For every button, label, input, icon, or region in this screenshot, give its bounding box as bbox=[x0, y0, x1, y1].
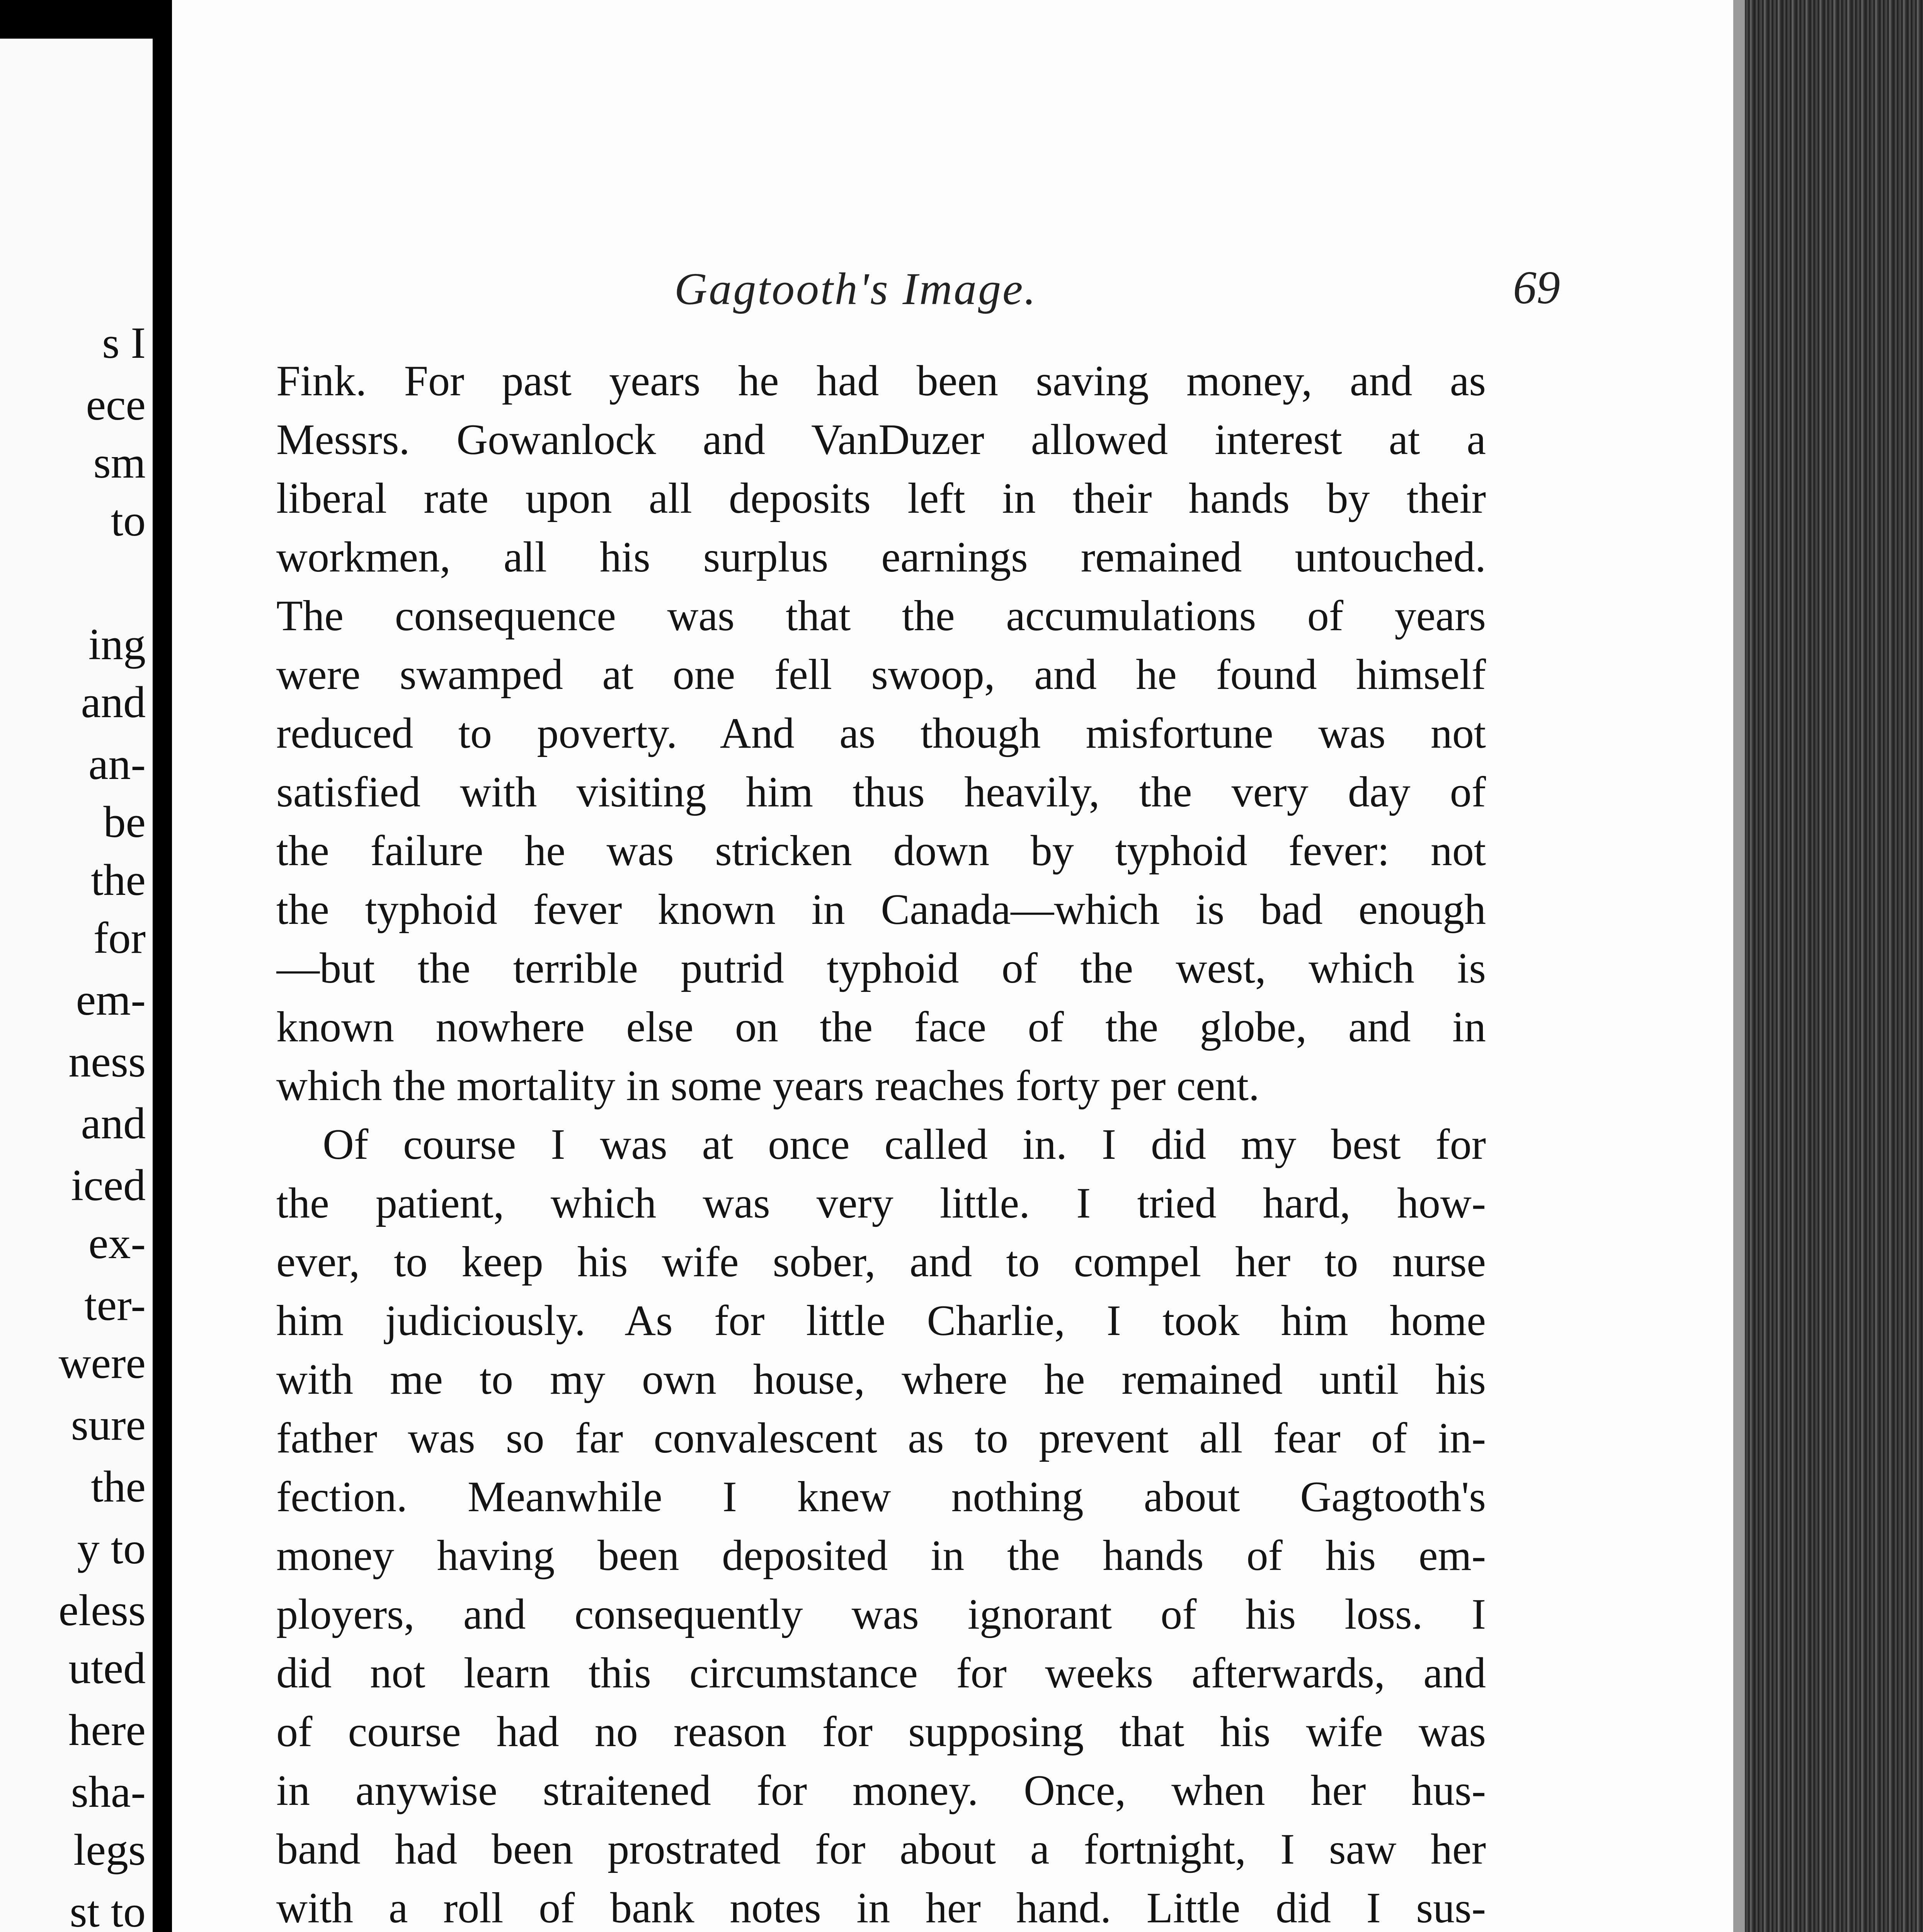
left-page-fragment-text: eless bbox=[58, 1586, 146, 1635]
left-page-fragment-text: ter- bbox=[84, 1281, 146, 1330]
main-page bbox=[172, 0, 1733, 1932]
left-page-fragment-text: be bbox=[103, 798, 146, 847]
text-line: with a roll of bank notes in her hand. Little did I sus- bbox=[276, 1884, 1486, 1932]
left-page-fragment-text: sm bbox=[93, 438, 146, 488]
text-line: the patient, which was very little. I tried hard, how- bbox=[276, 1179, 1486, 1227]
left-page-fragment-text: and bbox=[81, 1099, 146, 1148]
text-line: fection. Meanwhile I knew nothing about Gagtooth's bbox=[276, 1473, 1486, 1521]
left-page-fragment-text: ece bbox=[86, 380, 146, 430]
text-line: in anywise straitened for money. Once, when her hus- bbox=[276, 1767, 1486, 1815]
text-line: reduced to poverty. And as though misfortune was not bbox=[276, 709, 1486, 757]
text-line: liberal rate upon all deposits left in their hands by their bbox=[276, 474, 1486, 522]
left-page-fragment-text: ing bbox=[88, 620, 146, 669]
text-line: known nowhere else on the face of the globe, and in bbox=[276, 1003, 1486, 1051]
text-line: Fink. For past years he had been saving money, and as bbox=[276, 357, 1486, 405]
left-page-fragment-text: to bbox=[111, 496, 146, 546]
left-page-fragment-text: an- bbox=[88, 740, 146, 789]
text-line: band had been prostrated for about a fortnight, I saw her bbox=[276, 1825, 1486, 1873]
body-text bbox=[276, 352, 1486, 1932]
text-line: ever, to keep his wife sober, and to compel her to nurse bbox=[276, 1238, 1486, 1286]
text-line: —but the terrible putrid typhoid of the west, which is bbox=[276, 944, 1486, 992]
paragraph-start-line: Of course I was at once called in. I did my best for bbox=[323, 1121, 1486, 1168]
text-line: the failure he was stricken down by typhoid fever: not bbox=[276, 827, 1486, 875]
left-page-fragment-text: sure bbox=[71, 1400, 146, 1450]
left-page-fragment-text: for bbox=[93, 913, 146, 963]
text-line: which the mortality in some years reaches forty per cent. bbox=[276, 1062, 1259, 1110]
text-line: were swamped at one fell swoop, and he found himself bbox=[276, 651, 1486, 699]
left-page-fragment-text: ness bbox=[68, 1037, 146, 1087]
text-line: with me to my own house, where he remained until his bbox=[276, 1355, 1486, 1403]
page-edge bbox=[1733, 0, 1745, 1932]
left-page-fragment-text: sha- bbox=[71, 1767, 146, 1817]
page-number: 69 bbox=[1513, 262, 1560, 314]
left-page-fragment-text: em- bbox=[76, 975, 146, 1025]
running-head: Gagtooth's Image. bbox=[674, 264, 1037, 314]
left-page-fragment-text: s I bbox=[102, 318, 146, 368]
left-page-fragment-text: legs bbox=[73, 1825, 146, 1875]
left-page-fragment-text: iced bbox=[71, 1161, 146, 1210]
left-page-fragment-text: here bbox=[68, 1706, 146, 1755]
text-line: Messrs. Gowanlock and VanDuzer allowed interest at a bbox=[276, 416, 1486, 464]
left-page-fragment-text: and bbox=[81, 678, 146, 727]
text-line: did not learn this circumstance for weeks afterwards, and bbox=[276, 1649, 1486, 1697]
book-gutter bbox=[153, 0, 172, 1932]
text-line: The consequence was that the accumulations of years bbox=[276, 592, 1486, 640]
left-page-fragment-text: ex- bbox=[88, 1219, 146, 1268]
text-line: the typhoid fever known in Canada—which is bad enough bbox=[276, 886, 1486, 934]
text-line: ployers, and consequently was ignorant of his loss. I bbox=[276, 1590, 1486, 1638]
left-page-fragment-text: st to bbox=[70, 1887, 146, 1932]
left-page-fragment-text: the bbox=[91, 1462, 146, 1512]
text-line: of course had no reason for supposing that his wife was bbox=[276, 1708, 1486, 1756]
left-page-fragment bbox=[0, 39, 153, 1932]
text-line: workmen, all his surplus earnings remained untouched. bbox=[276, 533, 1486, 581]
text-line: him judiciously. As for little Charlie, I took him home bbox=[276, 1297, 1486, 1345]
text-line: satisfied with visiting him thus heavily, the very day of bbox=[276, 768, 1486, 816]
left-page-fragment-text: uted bbox=[68, 1644, 146, 1693]
book-side-edges bbox=[1745, 0, 1923, 1932]
text-line: father was so far convalescent as to prevent all fear of in- bbox=[276, 1414, 1486, 1462]
text-line: money having been deposited in the hands of his em- bbox=[276, 1532, 1486, 1580]
left-page-fragment-text: y to bbox=[77, 1524, 146, 1573]
left-page-fragment-text: were bbox=[58, 1338, 146, 1388]
left-page-fragment-text: the bbox=[91, 855, 146, 905]
